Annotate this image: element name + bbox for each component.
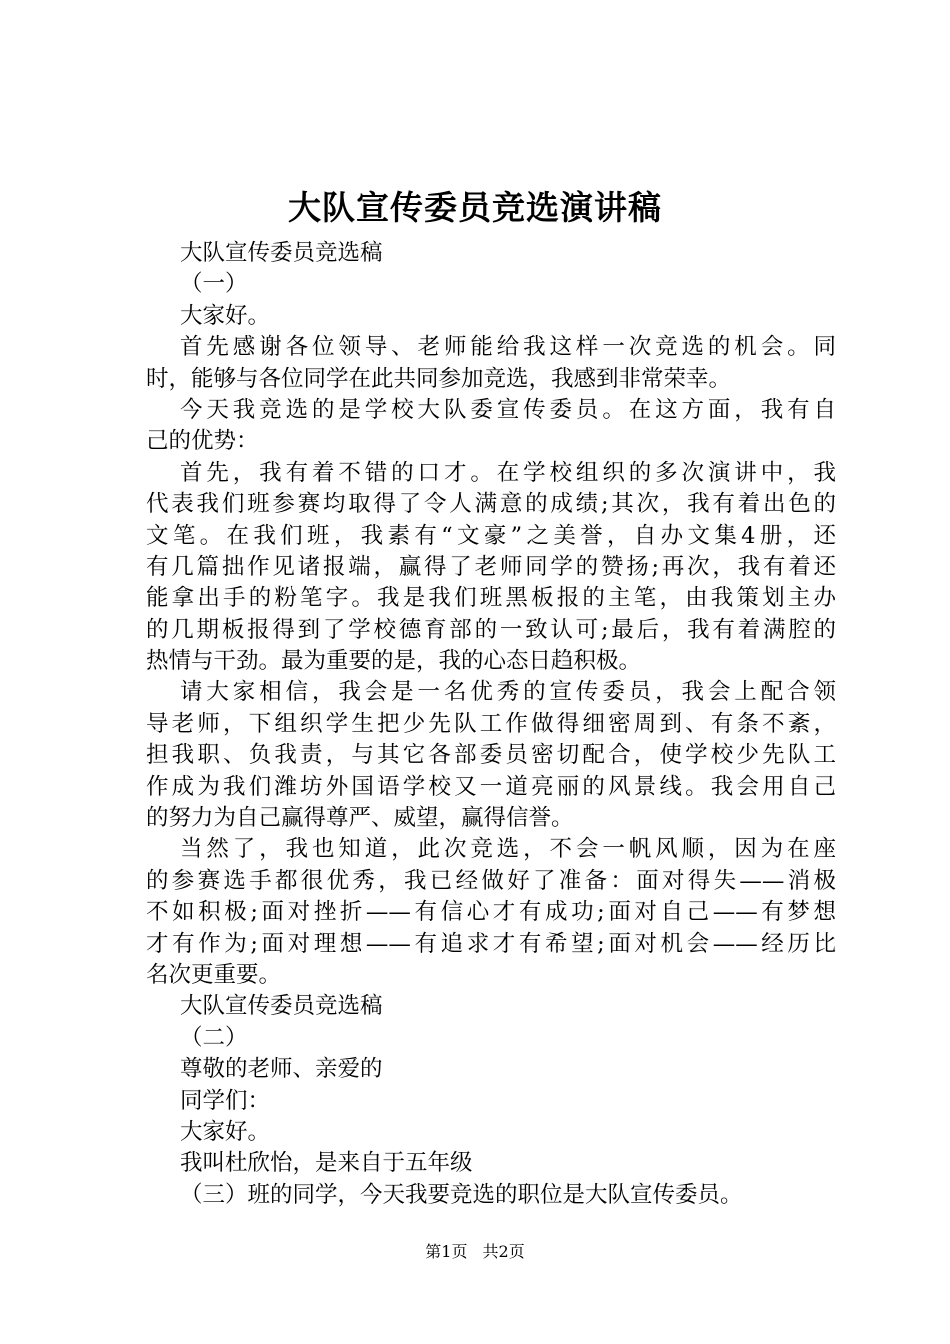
text-line: 作成为我们潍坊外国语学校又一道亮丽的风景线。我会用自己 xyxy=(146,773,836,800)
text-line: 首先，我有着不错的口才。在学校组织的多次演讲中，我 xyxy=(180,459,836,486)
text-line: （三）班的同学，今天我要竞选的职位是大队宣传委员。 xyxy=(180,1181,743,1208)
text-line: 能拿出手的粉笔字。我是我们班黑板报的主笔，由我策划主办 xyxy=(146,585,836,612)
text-line: 热情与干劲。最为重要的是，我的心态日趋积极。 xyxy=(146,648,642,675)
text-line: 大队宣传委员竞选稿 xyxy=(180,240,383,266)
text-line: 大家好。 xyxy=(180,1118,271,1145)
page-number: 第1页 xyxy=(425,1242,468,1261)
text-line: 首先感谢各位领导、老师能给我这样一次竞选的机会。同 xyxy=(180,334,836,361)
text-line: 大队宣传委员竞选稿 xyxy=(180,993,383,1020)
text-line: 同学们： xyxy=(180,1087,271,1114)
page-total: 共2页 xyxy=(482,1242,525,1261)
text-line: 大家好。 xyxy=(180,302,271,329)
text-line: 尊敬的老师、亲爱的 xyxy=(180,1056,383,1083)
document-body xyxy=(146,238,836,1211)
text-line: 的几期板报得到了学校德育部的一致认可;最后，我有着满腔的 xyxy=(146,616,836,643)
text-line: 不如积极;面对挫折——有信心才有成功;面对自己——有梦想 xyxy=(146,899,836,926)
document-title: 大队宣传委员竞选演讲稿 xyxy=(288,188,662,227)
text-line: 有几篇拙作见诸报端，赢得了老师同学的赞扬;再次，我有着还 xyxy=(146,553,836,580)
text-line: 才有作为;面对理想——有追求才有希望;面对机会——经历比 xyxy=(146,930,836,957)
text-line: 文笔。在我们班，我素有“文豪”之美誉，自办文集4册，还 xyxy=(146,522,836,549)
text-line: 己的优势： xyxy=(146,428,259,455)
text-line: 我叫杜欣怡，是来自于五年级 xyxy=(180,1150,473,1177)
text-line: 时，能够与各位同学在此共同参加竞选，我感到非常荣幸。 xyxy=(146,365,732,392)
text-line: 当然了，我也知道，此次竞选，不会一帆风顺，因为在座 xyxy=(180,836,836,863)
text-line: （二） xyxy=(180,1024,248,1051)
text-line: 今天我竞选的是学校大队委宣传委员。在这方面，我有自 xyxy=(180,396,836,423)
text-line: 的参赛选手都很优秀，我已经做好了准备：面对得失——消极 xyxy=(146,867,836,894)
text-line: 代表我们班参赛均取得了令人满意的成绩;其次，我有着出色的 xyxy=(146,491,836,518)
text-line: 担我职、负我责，与其它各部委员密切配合，使学校少先队工 xyxy=(146,742,836,769)
text-line: 导老师，下组织学生把少先队工作做得细密周到、有条不紊， xyxy=(146,710,836,737)
text-line: 请大家相信，我会是一名优秀的宣传委员，我会上配合领 xyxy=(180,679,836,706)
text-line: 名次更重要。 xyxy=(146,961,282,988)
page-footer xyxy=(0,1240,950,1264)
text-line: 的努力为自己赢得尊严、威望，赢得信誉。 xyxy=(146,805,574,832)
text-line: （一） xyxy=(180,271,248,298)
